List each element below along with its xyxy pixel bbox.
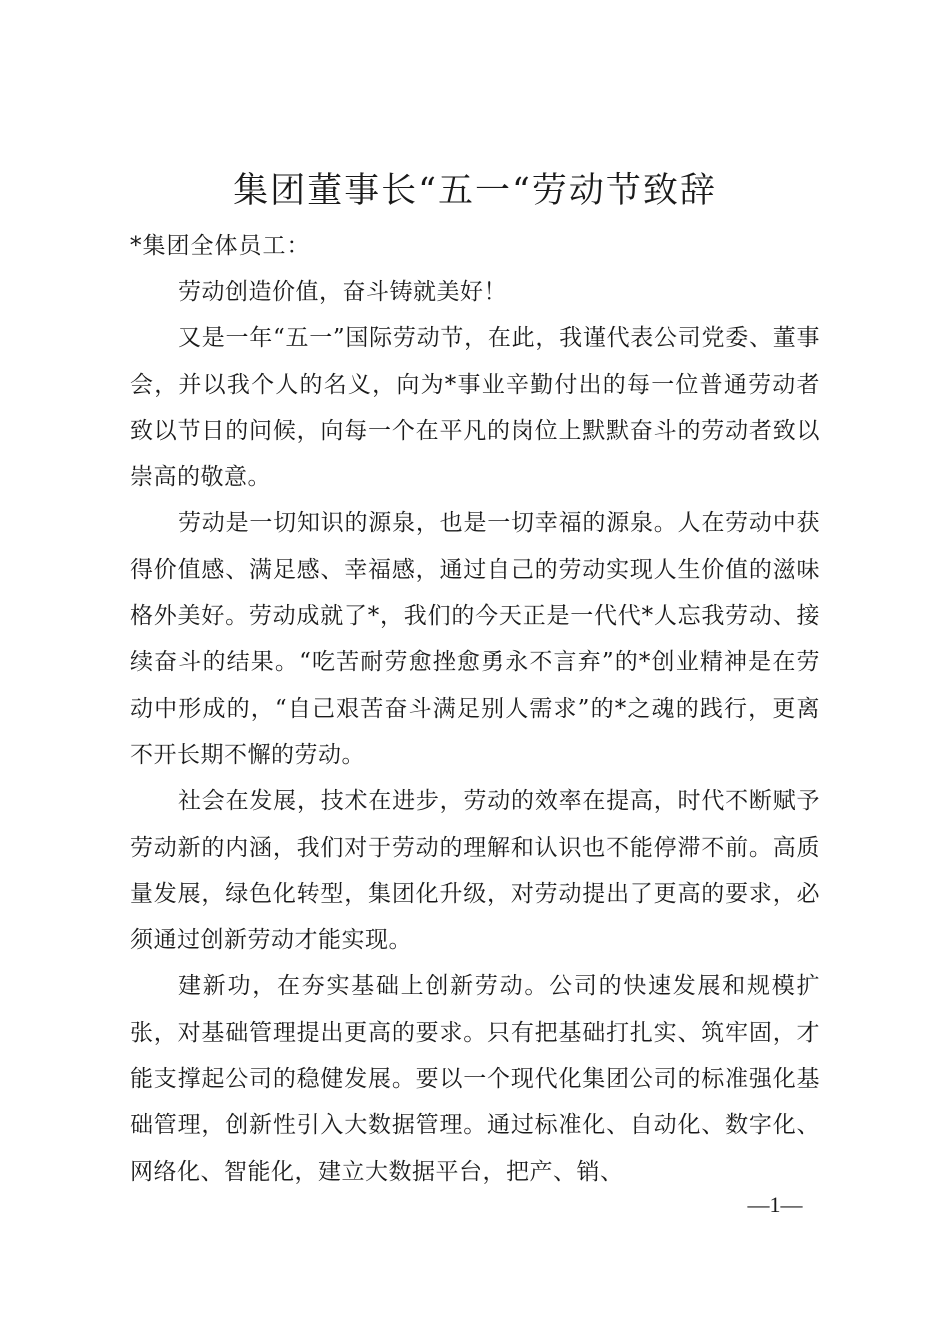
paragraph: 又是一年“五一”国际劳动节，在此，我谨代表公司党委、董事会，并以我个人的名义，向为*事业辛勤付出的每一位普通劳动者致以节日的问候，向每一个在平凡的岗位上默默奋斗的劳动者致以崇高的敬意。 <box>130 325 820 491</box>
document-body <box>130 269 820 1195</box>
paragraph: 建新功，在夯实基础上创新劳动。公司的快速发展和规模扩张，对基础管理提出更高的要求。只有把基础打扎实、筑牢固，才能支撑起公司的稳健发展。要以一个现代化集团公司的标准强化基础管理，创新性引入大数据管理。通过标准化、自动化、数字化、网络化、智能化，建立大数据平台，把产、销、 <box>130 973 820 1185</box>
paragraph: 劳动是一切知识的源泉，也是一切幸福的源泉。人在劳动中获得价值感、满足感、幸福感，通过自己的劳动实现人生价值的滋味格外美好。劳动成就了*，我们的今天正是一代代*人忘我劳动、接续奋斗的结果。“吃苦耐劳愈挫愈勇永不言弃”的*创业精神是在劳动中形成的，“自己艰苦奋斗满足别人需求”的*之魂的践行，更离不开长期不懈的劳动。 <box>130 510 820 768</box>
document-title: 集团董事长“五一“劳动节致辞 <box>233 171 717 211</box>
paragraph: 社会在发展，技术在进步，劳动的效率在提高，时代不断赋予劳动新的内涵，我们对于劳动的理解和认识也不能停滞不前。高质量发展，绿色化转型，集团化升级，对劳动提出了更高的要求，必须通过创新劳动才能实现。 <box>130 788 820 954</box>
salutation: *集团全体员工： <box>130 233 311 259</box>
paragraph: 劳动创造价值，奋斗铸就美好！ <box>178 279 507 305</box>
page-number: —1— <box>747 1192 803 1217</box>
